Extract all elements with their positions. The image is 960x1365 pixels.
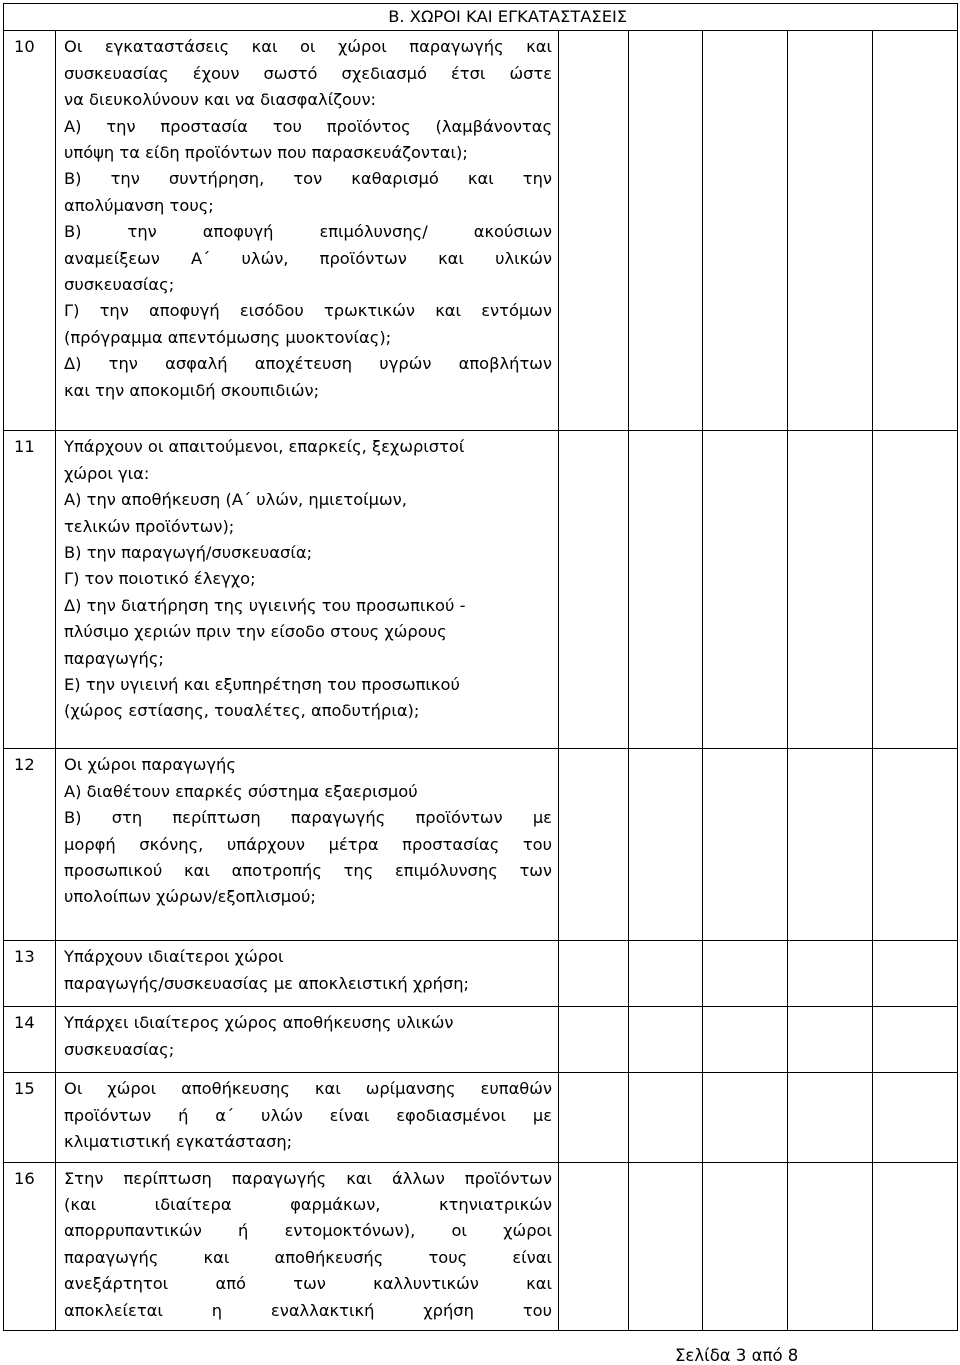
question-line: να διευκολύνουν και να διασφαλίζουν: <box>64 90 377 110</box>
answer-cell[interactable] <box>629 941 703 1007</box>
answer-cell[interactable] <box>703 431 788 749</box>
question-line: Δ) την ασφαλή αποχέτευση υγρών αποβλήτων <box>64 354 552 374</box>
checklist-row <box>4 1073 958 1162</box>
answer-cell[interactable] <box>559 749 629 941</box>
question-line: Β) στη περίπτωση παραγωγής προϊόντων με <box>64 808 552 828</box>
question-line: και την αποκομιδή σκουπιδιών; <box>64 380 320 400</box>
question-line: παραγωγής/συσκευασίας με αποκλειστική χρήση; <box>64 973 470 993</box>
item-number: 13 <box>4 941 56 1007</box>
item-question <box>56 31 559 431</box>
question-line: Υπάρχουν οι απαιτούμενοι, επαρκείς, ξεχωριστοί <box>64 437 465 457</box>
question-line: Υπάρχει ιδιαίτερος χώρος αποθήκευσης υλικών <box>64 1013 454 1033</box>
answer-cell[interactable] <box>629 1007 703 1073</box>
item-number: 14 <box>4 1007 56 1073</box>
question-line: συσκευασίας; <box>64 275 175 295</box>
item-number: 12 <box>4 749 56 941</box>
question-line: Α) διαθέτουν επαρκές σύστημα εξαερισμού <box>64 781 418 801</box>
question-line: Β) την παραγωγή/συσκευασία; <box>64 543 313 563</box>
question-line: Α) την προστασία του προϊόντος (λαμβάνοντας <box>64 116 552 136</box>
item-number: 10 <box>4 31 56 431</box>
question-line: χώροι για: <box>64 463 150 483</box>
question-line: συσκευασίας έχουν σωστό σχεδιασμό έτσι ώστε <box>64 63 552 83</box>
answer-cell[interactable] <box>873 749 958 941</box>
question-line: πλύσιμο χεριών πριν την είσοδο στους χώρους <box>64 622 447 642</box>
answer-cell[interactable] <box>873 1162 958 1330</box>
answer-cell[interactable] <box>629 1162 703 1330</box>
question-line: μορφή σκόνης, υπάρχουν μέτρα προστασίας του <box>64 834 552 854</box>
question-line: παραγωγής; <box>64 648 164 668</box>
item-question <box>56 1007 559 1073</box>
question-line: προϊόντων ή α΄ υλών είναι εφοδιασμένοι με <box>64 1105 552 1125</box>
checklist-row <box>4 749 958 941</box>
checklist-table <box>3 3 958 1331</box>
item-question <box>56 941 559 1007</box>
answer-cell[interactable] <box>559 1007 629 1073</box>
checklist-row <box>4 31 958 431</box>
answer-cell[interactable] <box>559 1073 629 1162</box>
question-line: (και ιδιαίτερα φαρμάκων, κτηνιατρικών <box>64 1195 552 1215</box>
question-line: παραγωγής και αποθήκευσής τους είναι <box>64 1247 552 1267</box>
question-line: ανεξάρτητοι από των καλλυντικών και <box>64 1274 552 1294</box>
answer-cell[interactable] <box>788 1007 873 1073</box>
item-question <box>56 1162 559 1330</box>
item-question <box>56 1073 559 1162</box>
answer-cell[interactable] <box>703 1073 788 1162</box>
answer-cell[interactable] <box>629 431 703 749</box>
item-question <box>56 431 559 749</box>
answer-cell[interactable] <box>629 749 703 941</box>
answer-cell[interactable] <box>703 1007 788 1073</box>
answer-cell[interactable] <box>703 1162 788 1330</box>
section-header-row <box>4 4 958 31</box>
question-line: αποκλείεται η εναλλακτική χρήση του <box>64 1300 552 1320</box>
answer-cell[interactable] <box>559 31 629 431</box>
answer-cell[interactable] <box>873 31 958 431</box>
question-line: αναμείξεων Α΄ υλών, προϊόντων και υλικών <box>64 248 552 268</box>
question-line: Δ) την διατήρηση της υγιεινής του προσωπικού - <box>64 595 466 615</box>
question-line: Ε) την υγιεινή και εξυπηρέτηση του προσωπικού <box>64 675 460 695</box>
answer-cell[interactable] <box>788 31 873 431</box>
answer-cell[interactable] <box>788 1073 873 1162</box>
question-line: απολύμανση τους; <box>64 195 214 215</box>
question-line: Γ) την αποφυγή εισόδου τρωκτικών και εντόμων <box>64 301 552 321</box>
answer-cell[interactable] <box>559 941 629 1007</box>
checklist-row <box>4 431 958 749</box>
question-line: Β) την συντήρηση, τον καθαρισμό και την <box>64 169 552 189</box>
question-line: Στην περίπτωση παραγωγής και άλλων προϊόντων <box>64 1168 552 1188</box>
item-number: 11 <box>4 431 56 749</box>
answer-cell[interactable] <box>788 1162 873 1330</box>
question-line: (πρόγραμμα απεντόμωσης μυοκτονίας); <box>64 327 392 347</box>
answer-cell[interactable] <box>873 1007 958 1073</box>
question-line: Υπάρχουν ιδιαίτεροι χώροι <box>64 947 284 967</box>
checklist-row <box>4 1162 958 1330</box>
answer-cell[interactable] <box>788 749 873 941</box>
question-line: Οι εγκαταστάσεις και οι χώροι παραγωγής και <box>64 37 552 57</box>
question-line: Γ) τον ποιοτικό έλεγχο; <box>64 569 256 589</box>
question-line: Οι χώροι αποθήκευσης και ωρίμανσης ευπαθών <box>64 1079 552 1099</box>
question-line: (χώρος εστίασης, τουαλέτες, αποδυτήρια); <box>64 701 420 721</box>
question-line: προσωπικού και αποτροπής της επιμόλυνσης των <box>64 861 552 881</box>
item-question <box>56 749 559 941</box>
question-line: τελικών προϊόντων); <box>64 516 235 536</box>
question-line: Α) την αποθήκευση (Α΄ υλών, ημιετοίμων, <box>64 490 407 510</box>
answer-cell[interactable] <box>559 431 629 749</box>
checklist-row <box>4 1007 958 1073</box>
answer-cell[interactable] <box>629 31 703 431</box>
answer-cell[interactable] <box>788 941 873 1007</box>
answer-cell[interactable] <box>873 941 958 1007</box>
section-title: Β. ΧΩΡΟΙ ΚΑΙ ΕΓΚΑΤΑΣΤΑΣΕΙΣ <box>4 4 958 31</box>
answer-cell[interactable] <box>559 1162 629 1330</box>
answer-cell[interactable] <box>873 431 958 749</box>
answer-cell[interactable] <box>873 1073 958 1162</box>
question-line: Οι χώροι παραγωγής <box>64 755 236 775</box>
question-line: συσκευασίας; <box>64 1039 175 1059</box>
checklist-row <box>4 941 958 1007</box>
question-line: υπόψη τα είδη προϊόντων που παρασκευάζονται); <box>64 143 468 163</box>
answer-cell[interactable] <box>703 31 788 431</box>
question-line: απορρυπαντικών ή εντομοκτόνων), οι χώροι <box>64 1221 552 1241</box>
item-number: 15 <box>4 1073 56 1162</box>
question-line: υπολοίπων χώρων/εξοπλισμού; <box>64 887 316 907</box>
answer-cell[interactable] <box>703 941 788 1007</box>
page-number: Σελίδα 3 από 8 <box>675 1346 799 1365</box>
item-number: 16 <box>4 1162 56 1330</box>
question-line: κλιματιστική εγκατάσταση; <box>64 1132 293 1152</box>
answer-cell[interactable] <box>629 1073 703 1162</box>
answer-cell[interactable] <box>788 431 873 749</box>
answer-cell[interactable] <box>703 749 788 941</box>
question-line: Β) την αποφυγή επιμόλυνσης/ ακούσιων <box>64 222 552 242</box>
